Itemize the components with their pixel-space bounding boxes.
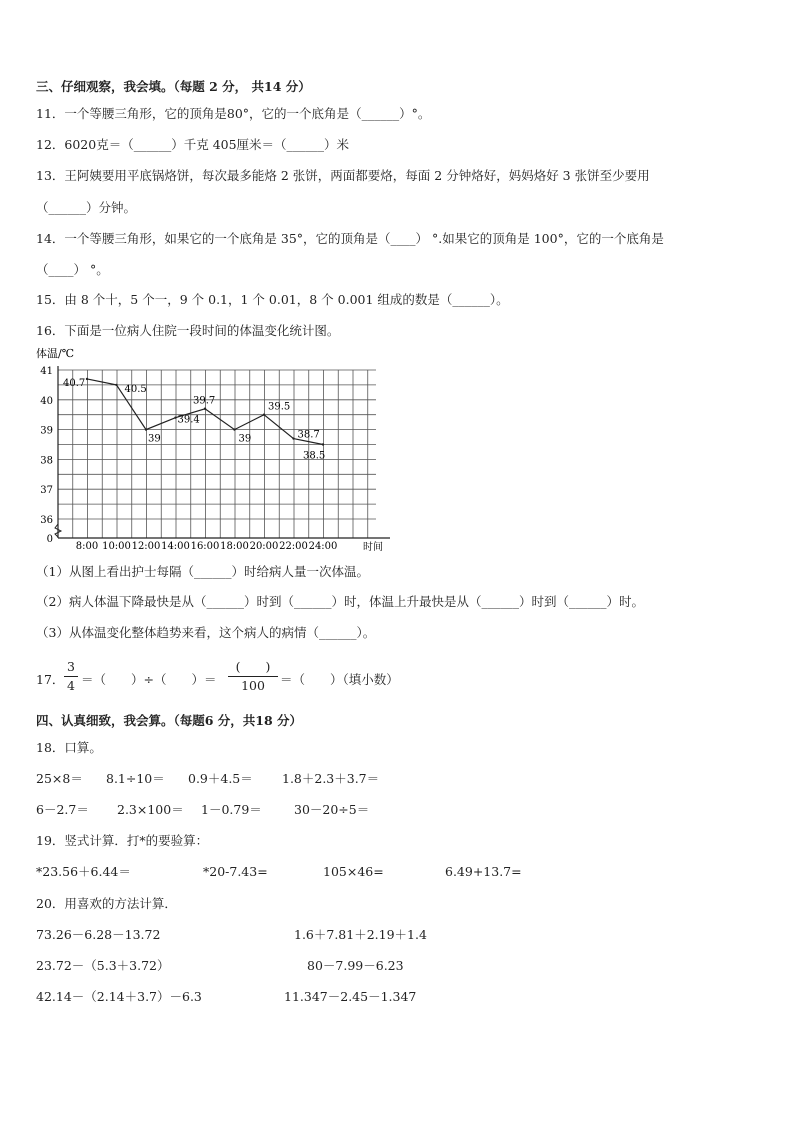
chart-y-ticks	[40, 366, 53, 545]
question-17-tail: ＝（ ）（填小数）	[280, 672, 399, 687]
data-point	[322, 443, 324, 445]
x-tick-label: 16:00	[190, 541, 220, 552]
temperature-line-chart	[32, 344, 402, 556]
x-tick-label: 12:00	[131, 541, 161, 552]
data-point	[233, 428, 235, 430]
data-point	[292, 437, 294, 439]
fraction-bar	[64, 676, 78, 677]
y-tick-label: 0	[46, 534, 53, 545]
x-tick-label: 22:00	[279, 541, 308, 552]
mental-calc-item: 1.8＋2.3＋3.7＝	[282, 771, 380, 786]
data-point	[204, 408, 206, 410]
fraction-bar	[228, 676, 278, 677]
free-calc-item: 23.72－（5.3＋3.72）	[36, 958, 170, 973]
question-16: 16．下面是一位病人住院一段时间的体温变化统计图。	[36, 323, 340, 338]
vertical-calc-item: *23.56＋6.44＝	[36, 864, 131, 879]
chart-x-ticks	[76, 541, 338, 552]
y-tick-label: 40	[40, 395, 53, 407]
mental-calc-item: 30－20÷5＝	[294, 802, 370, 817]
data-point	[145, 428, 147, 430]
data-point	[263, 414, 265, 416]
data-label: 39	[238, 433, 252, 445]
vertical-calc-item: 6.49+13.7=	[445, 864, 522, 879]
data-label: 40.7	[63, 377, 86, 389]
data-label: 39.7	[193, 395, 216, 407]
chart-axes	[55, 366, 390, 538]
data-label: 38.5	[303, 450, 326, 462]
section4-heading: 四、认真细致，我会算。（每题6 分，共18 分）	[36, 713, 303, 728]
free-calc-item: 11.347－2.45－1.347	[284, 989, 417, 1004]
free-calc-item: 73.26－6.28－13.72	[36, 927, 161, 942]
y-tick-label: 37	[40, 485, 53, 497]
question-13-line2: （______）分钟。	[36, 200, 137, 215]
chart-x-axis-label: 时间	[363, 542, 383, 553]
data-label: 39.4	[177, 414, 200, 426]
question-16-part2: （2）病人体温下降最快是从（______）时到（______）时，体温上升最快是从（______）时到（______）时。	[36, 594, 644, 609]
question-16-part1: （1）从图上看出护士每隔（______）时给病人量一次体温。	[36, 564, 369, 579]
chart-grid	[58, 370, 376, 538]
x-tick-label: 24:00	[308, 541, 338, 552]
y-tick-label: 38	[40, 455, 53, 467]
y-tick-label: 39	[40, 425, 53, 437]
mental-calc-item: 2.3×100＝	[117, 802, 184, 817]
y-tick-label: 41	[40, 366, 53, 377]
fraction-numerator-blank: ( )	[235, 659, 271, 674]
section3-heading: 三、仔细观察，我会填。（每题 2 分， 共14 分）	[36, 79, 311, 94]
question-17-number: 17．	[36, 672, 65, 687]
free-calc-item: 1.6＋7.81＋2.19＋1.4	[294, 927, 427, 942]
x-tick-label: 8:00	[75, 541, 99, 552]
fraction-denominator: 4	[67, 678, 75, 693]
x-tick-label: 14:00	[161, 541, 190, 552]
question-12: 12．6020克＝（______）千克 405厘米＝（______）米	[36, 137, 350, 152]
question-17-fraction-100	[228, 659, 278, 694]
mental-calc-item: 8.1÷10＝	[106, 771, 165, 786]
question-13-line1: 13．王阿姨要用平底锅烙饼，每次最多能烙 2 张饼，两面都要烙，每面 2 分钟烙好，妈妈烙好 3 张饼至少要用	[36, 168, 650, 183]
data-point	[86, 378, 88, 380]
data-point	[174, 416, 176, 418]
question-16-part3: （3）从体温变化整体趋势来看，这个病人的病情（______）。	[36, 625, 376, 640]
chart-y-axis-label: 体温/℃	[36, 347, 75, 360]
vertical-calc-item: *20-7.43=	[203, 864, 268, 879]
question-11: 11．一个等腰三角形，它的顶角是80°，它的一个底角是（______）°。	[36, 106, 431, 121]
free-calc-item: 42.14－（2.14＋3.7）－6.3	[36, 989, 202, 1004]
x-tick-label: 18:00	[220, 541, 249, 552]
question-14-line1: 14．一个等腰三角形，如果它的一个底角是 35°，它的顶角是（____） °.如果它的顶角是 100°，它的一个底角是	[36, 231, 664, 246]
mental-calc-item: 25×8＝	[36, 771, 83, 786]
fraction-denominator: 100	[241, 678, 265, 693]
question-14-line2: （____） °。	[36, 262, 109, 277]
data-label: 39	[148, 433, 161, 445]
question-15: 15．由 8 个十，5 个一，9 个 0.1，1 个 0.01，8 个 0.001 组成的数是（______）。	[36, 292, 509, 307]
data-point	[115, 384, 117, 386]
mental-calc-item: 6－2.7＝	[36, 802, 89, 817]
fraction-numerator: 3	[67, 659, 75, 674]
x-tick-label: 10:00	[102, 541, 131, 552]
vertical-calc-item: 105×46=	[323, 864, 384, 879]
x-tick-label: 20:00	[249, 541, 279, 552]
question-18: 18．口算。	[36, 740, 102, 755]
question-19: 19．竖式计算．打*的要验算：	[36, 833, 209, 848]
mental-calc-item: 1－0.79＝	[201, 802, 262, 817]
free-calc-item: 80－7.99－6.23	[307, 958, 404, 973]
y-tick-label: 36	[40, 515, 53, 526]
data-label: 39.5	[268, 401, 291, 413]
data-label: 38.7	[297, 429, 320, 441]
mental-calc-item: 0.9＋4.5＝	[188, 771, 253, 786]
data-label: 40.5	[124, 383, 147, 395]
question-17-fraction	[64, 659, 78, 694]
question-20: 20．用喜欢的方法计算．	[36, 896, 177, 911]
question-17-middle: ＝（ ）÷（ ）＝	[81, 672, 217, 687]
